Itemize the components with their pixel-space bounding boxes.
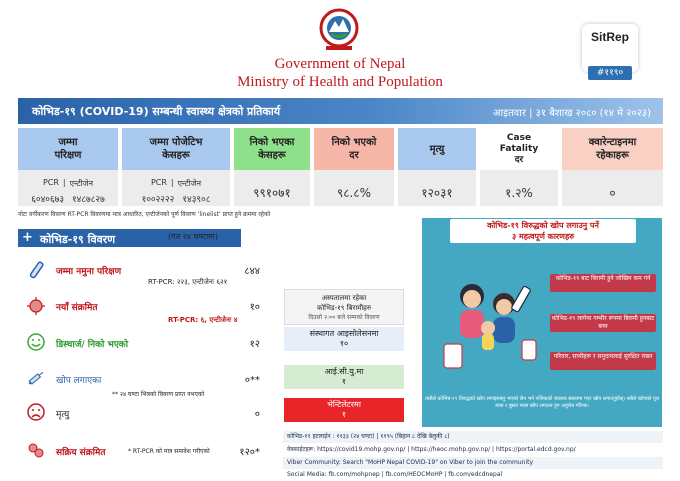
stat-deaths: [398, 128, 476, 206]
viber-info: Viber Community: Search "MoHP Nepal COVID-19" on Viber to join the community: [283, 457, 663, 469]
stat-label: निको भएका: [249, 137, 295, 148]
detail-value: १०: [249, 302, 260, 313]
detail-row-new-cases: [20, 294, 260, 322]
sitrep-number: #११९०: [588, 66, 632, 80]
detail-label: सक्रिय संक्रमित: [56, 448, 106, 458]
sitrep-label: SitRep: [590, 30, 629, 44]
hospital-header-line: कोभिड-१९ बिरामीहरु: [316, 304, 372, 312]
stat-label: दर: [514, 154, 524, 165]
stat-value: ९९१०७१: [253, 186, 291, 200]
stat-label: जम्मा: [58, 137, 78, 148]
detail-label: नयाँ संक्रमित: [56, 303, 98, 313]
banner-title: कोभिड-१९ (COVID-19) सम्बन्धी स्वास्थ्य क्षेत्रको प्रतिकार्य: [32, 105, 281, 118]
antigen-value: १४८७८२७: [72, 195, 105, 205]
hospital-header-line: अस्पतालमा रहेका: [321, 294, 367, 302]
detail-value: ८४४: [244, 266, 260, 277]
hospital-header: [284, 289, 404, 325]
nepal-emblem-icon: [318, 6, 360, 52]
stat-label: दर: [349, 150, 359, 161]
ministry-title: Ministry of Health and Population: [237, 74, 443, 90]
vaccination-title: [450, 219, 636, 243]
hospital-value: १: [341, 410, 347, 419]
pcr-value: ६०४०६७३: [31, 195, 64, 205]
vaccination-footer: त्यसैले कोभिड-१९ विरुद्धको खोप लगाइसक्नु भएको छैन भने नजिकको स्वास्थ्य संस्थामा गएर खोप लगाउनुहोस्। सबैले खोपको पूरा मात्रा र बुस्टर मात्रा खोप लगाउन हुन अनुरोध गरिन्छ।: [424, 396, 660, 409]
pcr-label: PCR: [42, 178, 59, 187]
syringe-icon: [26, 368, 46, 388]
antigen-label: एन्टीजेन: [177, 179, 202, 188]
vaccination-title-line: ३ महत्वपूर्ण कारणहरु: [512, 232, 574, 241]
antigen-label: एन्टीजेन: [69, 179, 94, 188]
banner-date: आइतवार | ३१ बैशाख २०८० (१४ मे २०२३): [492, 108, 651, 119]
pcr-value: १००२२२२: [141, 195, 175, 205]
vaccination-title-line: कोभिड-१९ विरुद्धको खोप लगाउनु पर्ने: [487, 221, 599, 230]
test-tube-icon: [26, 260, 46, 280]
hotline-info: कोभिड-१९ हटलाईन : ११३३ (२४ घण्टा) | ११९५ (बिहान ८ देखि बेलुकी ८): [283, 431, 663, 443]
hospital-label: आई.सी.यु.मा: [324, 367, 364, 376]
stat-label: निको भएको: [331, 137, 377, 148]
stat-label: क्वारेन्टाइनमा: [588, 137, 637, 148]
detail-value: १२०*: [239, 447, 260, 458]
title-banner: [18, 98, 663, 124]
detail-row-tests: [20, 258, 260, 286]
detail-row-vaccinated: [20, 368, 260, 398]
stat-total-positive: [122, 128, 230, 206]
vaccination-reason-2: कोभिड-१९ लागेमा गम्भीर रूपमा बिरामी हुनबाट बच्न: [551, 315, 655, 330]
hospital-label: संस्थागत आइसोलेसनमा: [309, 329, 379, 338]
section-title: कोभिड-१९ विवरण: [40, 233, 116, 246]
stat-label: केसहरू: [258, 150, 286, 161]
stat-recovered: [234, 128, 310, 206]
detail-breakdown: RT-PCR: २२३, एन्टीजेनः ६२१: [148, 278, 228, 286]
detail-breakdown: RT-PCR: ६, एन्टीजेनः ४: [168, 316, 238, 324]
detail-row-active: [20, 440, 260, 462]
sad-face-icon: [26, 402, 46, 422]
detail-value: ०**: [244, 375, 260, 386]
stat-label: परिक्षण: [54, 150, 82, 161]
stat-label: रहेकाहरू: [596, 150, 629, 161]
antigen-value: १४३९०८: [182, 195, 211, 205]
separator: |: [170, 178, 174, 187]
government-title: Government of Nepal: [274, 56, 406, 72]
detail-label: खोप लगाएका: [56, 376, 102, 386]
stat-value: १.२%: [505, 186, 533, 200]
detail-label: जम्मा नमुना परिक्षण: [56, 267, 122, 277]
stat-value: ०: [609, 186, 616, 200]
pcr-label: PCR: [150, 178, 167, 187]
vaccination-reason-3: परिवार, साथीहरू र समुदायलाई सुरक्षित राख्न: [550, 352, 656, 370]
hospital-value: १०: [339, 339, 349, 348]
detail-value: १२: [249, 339, 260, 350]
hospital-ventilator: [284, 398, 404, 422]
social-media-links[interactable]: Social Media: fb.com/mohpnep | fb.com/HEOCMoHP | fb.com/edcdnepal: [283, 469, 663, 481]
sitrep-badge: [582, 24, 638, 72]
family-vaccination-illustration-icon: [432, 266, 544, 376]
stat-label: Fatality: [499, 143, 539, 154]
hospital-value: १: [341, 377, 347, 386]
section-subtitle: (गत २४ घण्टामा): [168, 232, 219, 241]
detail-note: * RT-PCR को मात्र समावेश गरीएको: [128, 448, 210, 455]
virus-icon: [26, 296, 46, 316]
detail-value: ०: [254, 409, 260, 420]
detail-row-deaths: [20, 402, 260, 424]
separator: |: [62, 178, 66, 187]
hospital-label: भेन्टिलेटरमा: [327, 400, 361, 409]
stat-label: केसहरू: [162, 150, 190, 161]
hospital-header-sub: दिउसो २:०० बजे सम्मको विवरण: [308, 314, 380, 321]
vaccination-reason-1: कोभिड-१९ बाट बिरामी हुने जोखिम कम गर्न: [550, 274, 656, 292]
stat-label: Case: [506, 132, 532, 143]
stat-case-fatality: [480, 128, 558, 206]
detail-label: डिस्चार्ज/ निको भएको: [56, 340, 129, 350]
hospital-icu: [284, 365, 404, 389]
hospital-isolation: [284, 327, 404, 351]
virus-cluster-icon: [26, 440, 46, 460]
summary-stats: [18, 128, 663, 206]
stat-recovery-rate: [314, 128, 394, 206]
detail-note: ** २४ घण्टा भित्रको विवरण प्राप्त नभएको: [112, 391, 205, 398]
stat-quarantine: [562, 128, 663, 206]
smile-icon: [26, 332, 46, 352]
website-links[interactable]: वेबसाईटहरू: https://covid19.mohp.gov.np/ | https://heoc.mohp.gov.np/ | https://portal.edcd.gov.np/: [283, 444, 663, 456]
stat-value: १२०३१: [421, 186, 453, 200]
plus-icon: +: [22, 230, 33, 245]
vaccination-panel: [422, 218, 662, 427]
classification-note: नोटः वर्गीकरण विवरण RT-PCR विवरणमा मात्र आधारित, एन्टीजेनको पूर्ण विवरण 'linelist' प्राप्त हुने क्रममा रहेको: [18, 211, 271, 218]
stat-total-tests: [18, 128, 118, 206]
detail-row-discharged: [20, 332, 260, 356]
stat-value: ९८.८%: [337, 186, 371, 200]
stat-label: मृत्यु: [429, 143, 445, 155]
detail-label: मृत्यु: [56, 410, 70, 420]
stat-label: जम्मा पोजेटिभ: [149, 137, 203, 148]
